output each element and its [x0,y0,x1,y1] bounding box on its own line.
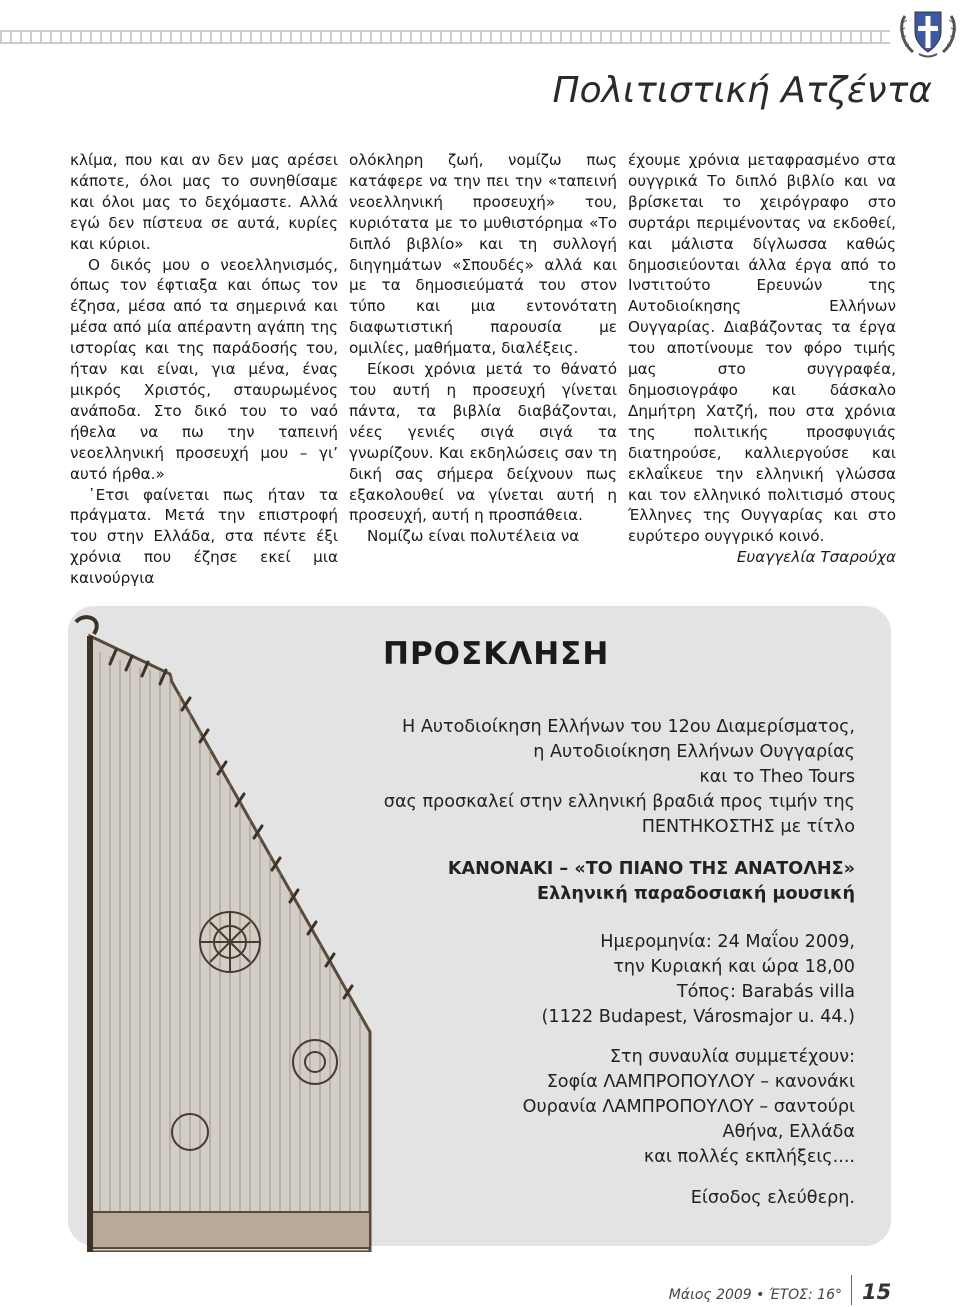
invitation-line: η Αυτοδιοίκηση Ελλήνων Ουγγαρίας [533,742,855,762]
performer-origin: Αθήνα, Ελλάδα [722,1122,855,1142]
author-signature: Ευαγγελία Τσαρούχα [736,548,896,567]
paragraph: ολόκληρη ζωή, νομίζω πως κατάφερε να την πει την «ταπεινή νεοελληνική προσευχή» του, κυριότατα με το μυθιστόρημα «Το διπλό βιβλίο» και τη συλλογή διηγημάτων «Σπουδές» αλλά και με τα δημοσιεύματά του στον τύπο και μια εντονότατη διαφωτιστική παρουσία με ομιλίες, μαθήματα, διαλέξεις. [349,151,617,358]
article-column-2 [349,150,617,547]
performer-line: Σοφία ΛΑΜΠΡΟΠΟΥΛΟΥ – κανονάκι [546,1072,855,1092]
article-column-1 [70,150,338,589]
performers-heading: Στη συναυλία συμμετέχουν: [609,1047,855,1067]
greek-coat-of-arms-icon [899,2,957,60]
surprises-line: και πολλές εκπλήξεις.... [643,1147,855,1167]
issue-info: Μάιος 2009 • ΈΤΟΣ: 16° [668,1287,842,1303]
article-column-3 [628,150,896,568]
event-title: ΚΑΝΟΝΑΚΙ – «ΤΟ ΠΙΑΝΟ ΤΗΣ ΑΝΑΤΟΛΗΣ» [447,859,855,879]
invitation-line: ΠΕΝΤΗΚΟΣΤΗΣ με τίτλο [641,817,855,837]
footer-divider [851,1275,852,1305]
free-entry: Είσοδος ελεύθερη. [690,1188,855,1208]
invitation-heading: ΠΡΟΣΚΛΗΣΗ [383,636,610,672]
paragraph: ῾Ετσι φαίνεται πως ήταν τα πράγματα. Μετά την επιστροφή του στην Ελλάδα, στα πέντε έξι χρόνια που έζησε εκεί μια καινούργια [70,485,338,588]
paragraph: Ο δικός μου ο νεοελληνισμός, όπως τον έφτιαξα και όπως τον έζησα, μέσα από τα σημερινά και μέσα από μία απέραντη αγάπη της ιστορίας και της παράδοσής του, ήταν και είναι, για μένα, ένας μικρός Χριστός, σταυρωμένος ανάποδα. Στο δικό του το ναό ήθελα να πω την ταπεινή νεοελληνική προσευχή μου – γι’ αυτό ήρθα.» [70,255,338,483]
invitation-line: και το Theo Tours [699,767,855,787]
invitation-line: Η Αυτοδιοίκηση Ελλήνων του 12ου Διαμερίσματος, [402,717,855,737]
event-time: την Κυριακή και ώρα 18,00 [613,957,855,977]
performer-line: Ουρανία ΛΑΜΠΡΟΠΟΥΛΟΥ – σαντούρι [522,1097,855,1117]
event-address: (1122 Budapest, Városmajor u. 44.) [541,1007,855,1027]
paragraph: Είκοσι χρόνια μετά το θάνατό του αυτή η προσευχή γίνεται πάντα, τα βιβλία διαβάζονται, νέες γενιές σιγά σιγά τα γνωρίζουν. Και εκδηλώσεις σαν τη δική σας σήμερα δείχνουν πως εξακολουθεί να γίνεται αυτή η προσευχή, αυτή η προσπάθεια. [349,360,617,525]
paragraph: κλίμα, που και αν δεν μας αρέσει κάποτε, όλοι μας το συνηθίσαμε και όλοι μας το δεχόμαστε. Αλλά εγώ δεν πίστευα σε αυτά, κυρίες και κύριοι. [70,151,338,253]
paragraph: έχουμε χρόνια μεταφρασμένο στα ουγγρικά Το διπλό βιβλίο και να βρίσκεται το χειρόγραφο στο συρτάρι περιμένοντας να εκδοθεί, και μάλιστα δίγλωσσα καθώς δημοσιεύονται άλλα έργα από το Ινστιτούτο Ερευνών της Αυτοδιοίκησης Ελλήνων Ουγγαρίας. Διαβάζοντας τα έργα του αποτίνουμε τον φόρο τιμής μας στο συγγραφέα, δημοσιογράφο και δάσκαλο Δημήτρη Χατζή, που στα χρόνια της πολιτικής προσφυγιάς διατηρούσε, καλλιεργούσε και εκλαΐκευε την ελληνική γλώσσα και τον ελληνικό πολιτισμό στους Έλληνες της Ουγγαρίας και στο ευρύτερο ουγγρικό κοινό. [628,151,896,546]
page-number: 15 [862,1280,892,1304]
paragraph: Νομίζω είναι πολυτέλεια να [367,527,580,546]
kanonaki-illustration [70,612,400,1252]
event-venue: Τόπος: Barabás villa [676,982,855,1002]
meander-border [0,30,890,44]
event-subtitle: Ελληνική παραδοσιακή μουσική [537,884,855,904]
section-title: Πολιτιστική Ατζέντα [552,70,932,111]
event-date: Ημερομηνία: 24 Μαΐου 2009, [600,932,855,952]
invitation-line: σας προσκαλεί στην ελληνική βραδιά προς τιμήν της [383,792,855,812]
